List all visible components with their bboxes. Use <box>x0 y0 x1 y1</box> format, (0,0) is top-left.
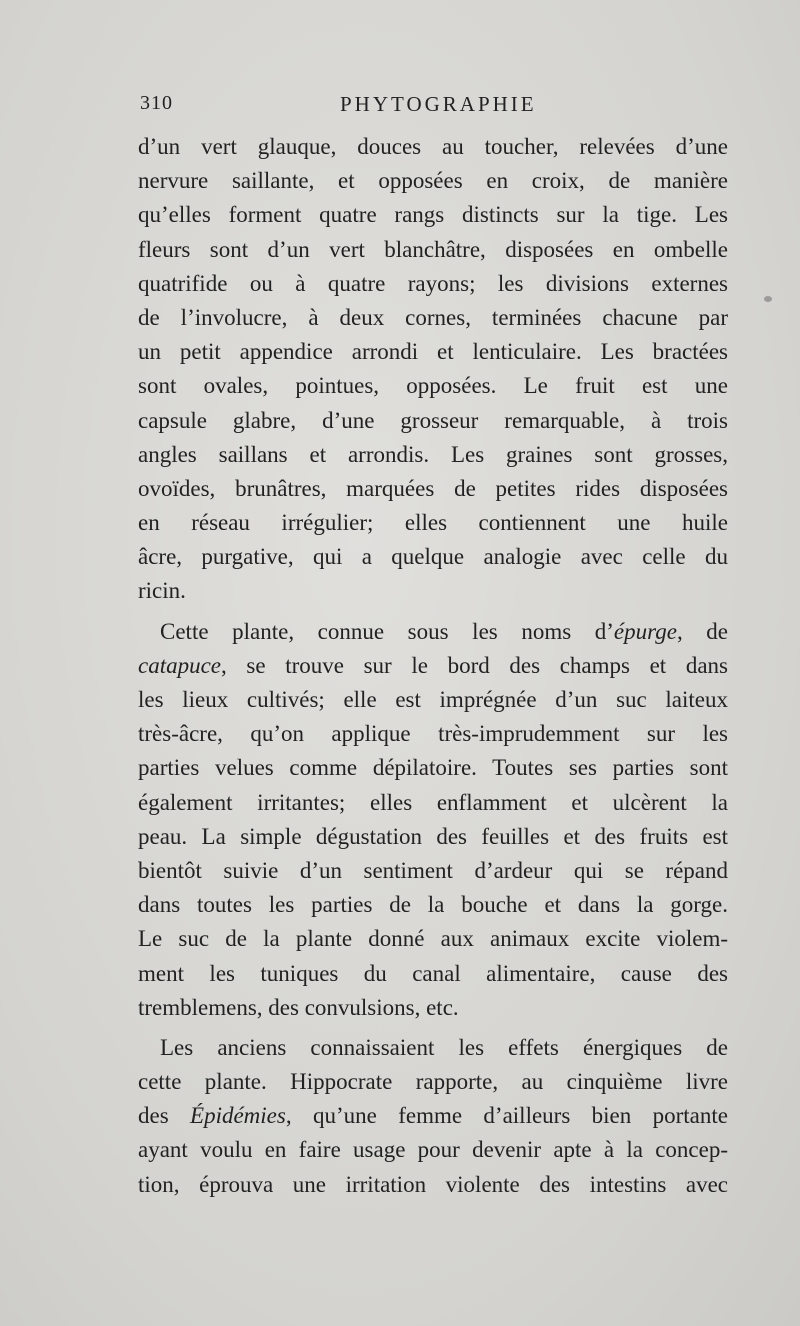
italic-term: catapuce <box>138 652 222 678</box>
text-line: parties velues comme dépilatoire. Toutes ses parties sont <box>138 755 728 781</box>
ink-speck <box>764 296 772 302</box>
text-line: un petit appendice arrondi et lenticulaire. Les bractées <box>138 339 728 365</box>
text-line: angles saillans et arrondis. Les graines sont grosses, <box>138 441 728 467</box>
text-line: très-âcre, qu’on applique très-imprudemment sur les <box>138 721 728 747</box>
text-line <box>138 1099 728 1133</box>
text-line: quatrifide ou à quatre rayons; les divisions externes <box>138 270 728 296</box>
text-line: bientôt suivie d’un sentiment d’ardeur qui se répand <box>138 857 728 883</box>
text-line: peau. La simple dégustation des feuilles et des fruits est <box>138 823 728 849</box>
text-line: qu’elles forment quatre rangs distincts sur la tige. Les <box>138 202 728 228</box>
text-line: d’un vert glauque, douces au toucher, relevées d’une <box>138 134 728 159</box>
running-title: PHYTOGRAPHIE <box>340 92 537 116</box>
page-number: 310 <box>140 92 173 114</box>
text-line: âcre, purgative, qui a quelque analogie avec celle du <box>138 544 728 570</box>
text-line: les lieux cultivés; elle est imprégnée d’un suc laiteux <box>138 687 728 712</box>
text-line <box>138 615 728 649</box>
text-run: , de <box>676 618 728 644</box>
paragraph-2 <box>138 615 728 1025</box>
body-text <box>138 130 728 1202</box>
text-line: également irritantes; elles enflamment et ulcèrent la <box>138 789 728 815</box>
page-header <box>140 92 728 122</box>
text-run: des <box>138 1103 191 1129</box>
text-line: ayant voulu en faire usage pour devenir apte à la concep- <box>138 1137 728 1163</box>
text-line: capsule glabre, d’une grosseur remarquable, à trois <box>138 407 728 433</box>
paragraph-3 <box>138 1031 728 1202</box>
text-line: en réseau irrégulier; elles contiennent une huile <box>138 510 728 536</box>
paragraph-1 <box>138 130 728 609</box>
italic-term: épurge <box>613 618 677 644</box>
text-line: tremblemens, des convulsions, etc. <box>138 994 459 1020</box>
text-line: dans toutes les parties de la bouche et dans la gorge. <box>138 892 728 918</box>
text-line: Les anciens connaissaient les effets énergiques de <box>160 1034 728 1060</box>
italic-title: Épidémies <box>190 1103 286 1129</box>
text-run: , se trouve sur le bord des champs et dans <box>221 652 728 678</box>
text-line: tion, éprouva une irritation violente des intestins avec <box>138 1171 728 1197</box>
text-line: nervure saillante, et opposées en croix, de manière <box>138 168 728 194</box>
text-line: Le suc de la plante donné aux animaux excite violem- <box>138 926 728 952</box>
text-line: ment les tuniques du canal alimentaire, cause des <box>138 960 728 986</box>
text-line: ricin. <box>138 578 186 604</box>
text-line: sont ovales, pointues, opposées. Le fruit est une <box>138 373 728 399</box>
text-line: ovoïdes, brunâtres, marquées de petites rides disposées <box>138 475 728 501</box>
text-line <box>138 649 728 683</box>
text-line: fleurs sont d’un vert blanchâtre, disposées en ombelle <box>138 236 728 262</box>
text-run: Cette plante, connue sous les noms d’ <box>160 618 614 644</box>
text-run: , qu’une femme d’ailleurs bien portante <box>285 1103 728 1129</box>
text-line: de l’involucre, à deux cornes, terminées chacune par <box>138 304 728 330</box>
text-line: cette plante. Hippocrate rapporte, au cinquième livre <box>138 1069 728 1095</box>
